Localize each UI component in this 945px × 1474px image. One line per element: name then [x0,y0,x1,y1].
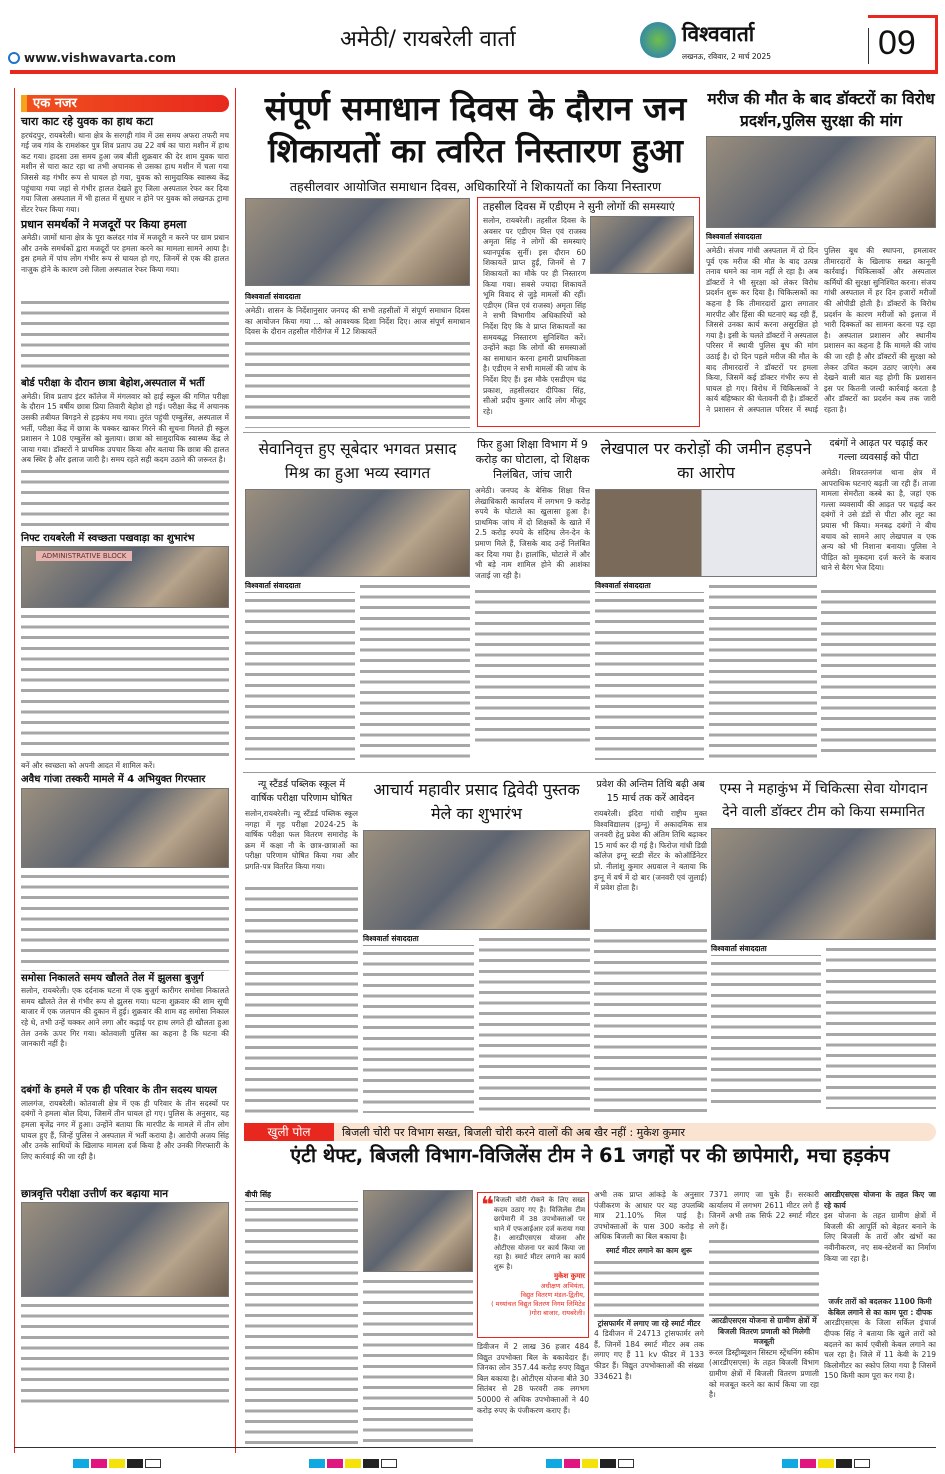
byline: बीपी सिंह [245,1190,358,1202]
lead-body-text: अमेठी। शासन के निर्देशानुसार जनपद की सभी तहसीलों में संपूर्ण समाधान दिवस का आयोजन किया गया ... को आवश्यक दिशा निर्देश दिए। आज संपूर्ण समाधान दिवस के दौरान तहसील गौरीगंज में 12 शिकायतें [245,306,470,337]
pustak-body [363,948,474,1113]
lekhpal-headline: लेखपाल पर करोड़ों की जमीन हड़पने का आरोप [600,439,812,482]
story-body: लालगंज, रायबरेली। कोतवाली क्षेत्र में एक ही परिवार के तीन सदस्यों पर दबंगों ने हमला बोल दिया, जिसमें तीन घायल हो गए। पुलिस के अनुसार, यह हमला बृजेंद्र नगर में हुआ। उन्होंने बताया कि मारपीट के मामले में तीन लोग घायल हुए हैं, जिन्हें पुलिस ने अस्पताल में भर्ती कराया है। आरोपी अजय सिंह और उनके साथियों के खिलाफ मामला दर्ज किया है और उनकी गिरफ्तारी के लिए कार्रवाई की जा रही है। [21,1098,229,1161]
byline: विश्ववार्ता संवाददाता [595,581,704,593]
section-title: अमेठी/ रायबरेली वार्ता [340,27,516,52]
byline: विश्ववार्ता संवाददाता [363,934,474,946]
bottom-subhead: स्मार्ट मीटर लगाने का काम शुरू [606,1246,692,1255]
bottom-body: अभी तक प्राप्त आंकड़े के अनुसार पंजीकरण के आधार पर यह उपलब्धि मात्र 21.10% मिल पाई है। उपभोक्ताओं के पास 300 करोड़ से अधिक बिजली का बिल बकाया है। [594,1190,704,1242]
page-number: 09 [878,24,916,62]
pustak-story [363,778,590,1118]
bottom-body: 7371 लगाए जा चुके हैं। सरकारी कार्यालय में लगभग 2611 मीटर लगे हैं जिनमें अभी तक सिर्फ 22 स्मार्ट मीटर लगे हैं। [709,1190,819,1231]
shiksha-story [475,437,590,767]
header-rule [10,70,938,74]
quote-attr-org: ( मध्यांचल विद्युत वितरण निगम लिमिटेड )गोरा बाजार, रायबरेली। [491,1300,585,1317]
story-headline: प्रधान समर्थकों ने मजदूरों पर किया हमला [21,217,187,231]
quote-box [477,1192,589,1338]
quote-attr-title: अधीक्षण अभियंता, [540,1282,585,1290]
byline: विश्ववार्ता संवाददाता [245,581,355,593]
doctors-headline: मरीज की मौत के बाद डॉक्टरों का विरोध प्रदर्शन,पुलिस सुरक्षा की मांग [707,90,935,130]
khuli-pol-bar [244,1123,936,1141]
brand-logo-icon [640,22,676,58]
bottom-col3 [477,1192,589,1447]
story-body: सलोन, रायबरेली। एक दर्दनाक घटना में एक बुजुर्ग कारीगर समोसा निकालते समय खौलते तेल से गंभीर रूप से झुलस गया। घटना शुक्रवार की शाम सूची बाजार में एक जलपान की दुकान में हुई। शुक्रवार की शाम वह समोसा निकाल रहे थे, तभी उन्हें चक्कर आने लगा और कढ़ाई पर हाथ लगते ही खौलता हुआ तेल उनके ऊपर गिर गया। कोतवाली पुलिस का कहना है कि घटना की जानकारी नहीं है। [21,986,229,1049]
divider [243,772,936,773]
aiims-body [711,958,821,1108]
story-body [21,1300,229,1410]
shiksha-body: अमेठी। जनपद के बेसिक शिक्षा वित्त लेखाधिकारी कार्यालय में लगभग 9 करोड़ रुपये के घोटाले का खुलासा हुआ है। प्राथमिक जांच में दो शिक्षकों के खाते में 2.5 करोड़ रुपये के संदिग्ध लेन-देन के प्रमाण मिले हैं, जिसके बाद उन्हें निलंबित कर दिया गया है। हालांकि, घोटाले में और भी बड़े नाम शामिल होने की आशंका जताई जा रही है। [475,486,590,580]
kicker: बिजली चोरी पर विभाग सख्त, बिजली चोरी करने वालों की अब खैर नहीं : मुकेश कुमार [342,1126,686,1139]
dabang-body-continued [821,586,936,756]
school-story [245,778,358,1118]
bottom-body: इस योजना के तहत ग्रामीण क्षेत्रों में बिजली की आपूर्ति को बेहतर बनाने के लिए बिजली के तारों और खंभों का नवीनीकरण, नए सब-स्टेशनों का निर्माण किया जा रहा है। [824,1211,936,1263]
subedar-body [245,595,355,760]
cmyk-swatch [546,1453,636,1465]
story-body-end: बनें और स्वच्छता को अपनी आदत में शामिल करें। [21,761,156,771]
school-body-continued [245,883,358,1113]
aiims-story [711,778,936,1118]
lekhpal-body [595,595,704,760]
quote-attr-name: मुकेश कुमार [554,1272,585,1280]
story-body-continued [21,297,229,375]
cmyk-swatch [782,1453,872,1465]
website-link[interactable]: www.vishwavarta.com [24,51,176,65]
story-photo [21,1202,229,1297]
byline: विश्ववार्ता संवाददाता [711,944,821,956]
subedar-story [245,437,470,767]
adm-box [477,197,700,427]
bottom-col2 [363,1190,473,1445]
pravesh-story [594,778,707,1118]
dabang-body: अमेठी। शिवरतनगंज थाना क्षेत्र में आपराधिक घटनाएं बढ़ती जा रही हैं। ताजा मामला सेमरौता कस्बे का है, जहां एक गल्ला व्यवसायी की आढ़त पर चढ़ाई कर दबंगों ने उसे डंडों से पीटा और लूट का प्रयास भी किया। मनबढ़ दबंगों ने बीच बचाव को सामने आए लेखपाल व एक अन्य को भी निशाना बनाया। पुलिस ने पीड़ित को मुकदमा दर्ज करने के बजाय थाने से बैरंग भेज दिया। [821,468,936,573]
quote-icon: ❝ [481,1193,494,1218]
byline: विश्ववार्ता संवाददाता [706,232,816,244]
cmyk-swatch [73,1453,163,1465]
story-headline: अवैध गांजा तस्करी मामले में 4 अभियुक्त गिरफ्तार [21,774,206,786]
story-headline: चारा काट रहे युवक का हाथ कटा [21,115,154,128]
bottom-body: डिवीजन में 2 लाख 36 हजार 484 विद्युत उपभोक्ता बिल के बकायेदार हैं। जिनका लोन 357.44 करोड़ रुपए विद्युत बिल बकाया है। ओटीएस योजना बीते 30 सितंबर से 28 फरवरी तक लगभग 50000 से अधिक उपभोक्ताओं ने 40 करोड़ रुपए के पंजीकरण कराए हैं। [477,1342,589,1415]
bottom-body [594,1257,704,1319]
school-headline: न्यू स्टैंडर्ड पब्लिक स्कूल में वार्षिक परीक्षा परिणाम घोषित [250,779,353,804]
quote-attr-dept: विद्युत वितरण मंडल-द्वितीय, [520,1291,585,1299]
bottom-subhead: आरडीएसएस योजना के तहत किए जा रहे कार्य [824,1190,936,1210]
pravesh-headline: प्रवेश की अन्तिम तिथि बढ़ी अब 15 मार्च तक करें आवेदन [596,779,705,804]
shiksha-body-continued [475,586,590,746]
lekhpal-story [595,437,817,767]
dabang-headline: दबंगों ने आढ़त पर चढ़ाई कर गल्ला व्यवसाई को पीटा [829,438,928,463]
story-body: अमेठी। शिव प्रताप इंटर कॉलेज में मंगलवार को हाई स्कूल की गणित परीक्षा के दौरान 15 वर्षीय छात्रा प्रिया तिवारी बेहोश हो गई। परीक्षा केंद्र में अचानक उसकी तबीयत बिगड़ने से हड़कंप मच गया। तुरंत पहुंची एम्बुलेंस, अस्पताल में भर्ती, परीक्षा केंद्र में छात्रा के चक्कर खाकर गिरने की सूचना मिलते ही स्कूल प्रशासन ने 108 एम्बुलेंस को बुलाया। छात्रा को सामुदायिक स्वास्थ्य केंद्र ले जाया गया। डॉक्टरों ने प्राथमिक उपचार किया और बताया कि छात्रा की हालत अब स्थिर है और इलाज जारी है। समय रहते सही कदम उठाने की जरूरत है। [21,391,229,465]
right-column-top [706,88,936,428]
aiims-photo [711,828,936,940]
pustak-photo [363,830,590,930]
khuli-pol-tag: खुली पोल [244,1123,334,1141]
story-body [21,611,229,761]
bottom-subhead: जर्जर तारों को बदलकर 1100 किमी केबिल लगाने से का काम पूरा : दीपक [828,1297,932,1317]
cmyk-swatch [309,1453,399,1465]
pravesh-body-continued [594,925,707,1115]
bottom-rule [14,1447,936,1448]
masthead [0,0,945,75]
lead-body [245,292,470,427]
story-photo [21,546,229,608]
subedar-photo [245,489,470,577]
quote-text: बिजली चोरी रोकने के लिए सख्त कदम उठाए गए हैं। विजिलेंस टीम छापेमारी में 38 उपभोक्ताओं पर थाने में एफआईआर दर्ज कराया गया है। आरडीएसएस योजना और ओटीएस योजना पर कार्य किया जा रहा है। स्मार्ट मीटर लगाने का कार्य शुरू है। [493,1196,585,1271]
lekhpal-photo [595,489,817,577]
bottom-col5 [709,1190,819,1445]
bottom-headline: एंटी थेफ्ट, बिजली विभाग-विजिलेंस टीम ने 61 जगहों पर की छापेमारी, मचा हड़कंप [290,1144,890,1167]
story-headline: दबंगों के हमले में एक ही परिवार के तीन सदस्य घायल [21,1085,217,1097]
story-body: हरचंदपुर, रायबरेली। थाना क्षेत्र के सरगही गांव में उस समय अफरा तफरी मच गई जब गांव के रामशंकर पुत्र शिव प्रताप उम्र 22 वर्ष का चारा मशीन में हाथ कट गया। हादसा उस समय हुआ जब बीती शुक्रवार की देर शाम युवक चारा मशीन से चारा काट रहा था तभी अचानक से उसका हाथ मशीन में चला गया जिससे वह गंभीर रूप से घायल हो गया, युवक को सामुदायिक स्वास्थ्य केंद्र पहुंचाया गया जहां से गंभीर हालत देखते हुए जिला अस्पताल रेफर कर दिया गया जिला अस्पताल में भी हालत में सुधार न होने पर युवक को लखनऊ ट्रामा सेंटर रेफर किया गया। [21,130,229,214]
shiksha-headline: फिर हुआ शिक्षा विभाग में 9 करोड़ का घोटाला, दो शिक्षक निलंबित, जांच जारी [475,438,590,481]
adm-body: सलोन, रायबरेली। तहसील दिवस के अवसर पर एडीएम वित्त एवं राजस्व अमृता सिंह ने लोगों की समस्याएं ध्यानपूर्वक सुनीं। इस दौरान 60 शिकायतें प्राप्त हुईं, जिनमें से 7 शिकायतों का मौके पर ही निस्तारण किया गया। सबसे ज्यादा शिकायतें भूमि विवाद से जुड़े मामलों की रहीं। एडीएम (वित्त एवं राजस्व) अमृता सिंह ने सभी विभागीय अधिकारियों को निर्देश दिए कि वे प्राप्त शिकायतों का समयबद्ध निस्तारण सुनिश्चित करें। उन्होंने कहा कि लोगों की समस्याओं का समाधान करना हमारी प्राथमिकता है। एडीएम ने सभी मामलों की जांच के निर्देश दिए हैं। इस मौके एसडीएम चंद्र प्रकाश, तहसीलदार दीपिका सिंह, सीओ प्रदीप कुमार आदि लोग मौजूद रहे। [483,216,586,416]
bottom-subhead: ट्रांसफार्मर में लगाए जा रहे स्मार्ट मीटर [597,1318,701,1328]
adm-headline: तहसील दिवस में एडीएम ने सुनी लोगों की समस्याएं [483,201,675,213]
lead-photo [245,198,470,286]
dabang-story [821,437,936,767]
story-headline: छात्रवृत्ति परीक्षा उत्तीर्ण कर बढ़ाया मान [21,1187,169,1200]
bottom-body [363,1276,473,1444]
lead-headline: संपूर्ण समाधान दिवस के दौरान जन शिकायतों का त्वरित निस्तारण हुआ [264,89,687,170]
story-body-continued [21,466,229,530]
brand-name: विश्ववार्ता [682,22,755,46]
pustak-body-col2 [479,934,590,1114]
bottom-col1 [245,1190,358,1445]
pravesh-body: रायबरेली। इंदिरा गांधी राष्ट्रीय मुक्त विश्वविद्यालय (इग्नू) में अकादमिक सत्र जनवरी हेतु प्रवेश की अंतिम तिथि बढ़ाकर 15 मार्च कर दी गई है। फिरोज गांधी डिग्री कॉलेज इग्नू स्टडी सेंटर के कोऑर्डिनेटर प्रो. नीलांशु कुमार अग्रवाल ने बताया कि इग्नू में वर्ष में दो बार (जनवरी एवं जुलाई) में प्रवेश होता है। [594,809,707,893]
aiims-body-col2 [826,944,936,1109]
doctors-body: अमेठी। संजय गांधी अस्पताल में दो दिन पूर्व एक मरीज की मौत के बाद उत्पन्न तनाव थमने का नाम नहीं ले रहा है। अब डॉक्टरों ने भी सुरक्षा को लेकर विरोध प्रदर्शन शुरू कर दिया है। चिकित्सकों का कहना है कि तीमारदारों द्वारा लगातार मारपीट और हिंसा की घटनाएं बढ़ रही हैं, जिससे उनका कार्य करना असुरक्षित हो गया है। इसी के चलते डॉक्टरों ने अस्पताल परिसर में स्थायी पुलिस बूथ की मांग उठाई है। दो दिन पहले मरीज की मौत के बाद तीमारदारों ने डॉक्टरों पर हमला किया, जिसमें कई डॉक्टर गंभीर रूप से घायल हो गए। विरोध में चिकित्सकों ने कार्य बहिष्कार की चेतावनी दी है। डॉक्टरों ने प्रशासन से अस्पताल परिसर में स्थाई पुलिस बूथ की स्थापना, हमलावर तीमारदारों के खिलाफ सख्त कानूनी कार्रवाई। चिकित्सकों और अस्पताल कर्मियों की सुरक्षा सुनिश्चित करना। संजय गांधी अस्पताल में हर दिन हजारों मरीजों की ओपीडी होती है। डॉक्टरों के विरोध प्रदर्शन के कारण मरीजों को इलाज में भारी दिक्कतों का सामना करना पड़ रहा है। अस्पताल प्रशासन और स्थानीय प्रशासन का कहना है कि मामले की जांच की जा रही है और डॉक्टरों की सुरक्षा को लेकर उचित कदम उठाए जाएंगे। अब देखने वाली बात यह होगी कि प्रशासन इस पर कितनी जल्दी कार्रवाई करता है और डॉक्टरों का प्रदर्शन कब तक जारी रहता है। [706,246,936,414]
aiims-headline: एम्स ने महाकुंभ में चिकित्सा सेवा योगदान देने वाली डॉक्टर टीम को किया सम्मानित [719,781,928,820]
story-photo [21,788,229,868]
pustak-headline: आचार्य महावीर प्रसाद द्विवेदी पुस्तक मेले का शुभारंभ [373,780,580,823]
story-body: अमेठी। जामों थाना क्षेत्र के पूरा कलंदर गांव में मजदूरी न करने पर ग्राम प्रधान और उनके समर्थकों द्वारा मजदूरों पर हमला करने का मामला सामने आया है। इस हमले में पांच लोग गंभीर रूप से घायल हो गए, जिनमें से एक की हालत नाजुक होने के कारण उसे जिला अस्पताल रेफर किया गया। [21,233,229,275]
bottom-col4 [594,1190,704,1445]
lead-subhead: तहसीलवार आयोजित समाधान दिवस, अधिकारियों ने शिकायतों का किया निस्तारण [289,179,662,194]
divider [243,432,936,433]
bottom-subhead: आरडीएसएस योजना से ग्रामीण क्षेत्रों में बिजली वितरण प्रणाली को मिलेगी मजबूती [711,1316,817,1347]
bottom-body [245,1204,358,1444]
story-headline: निफ्ट रायबरेली में स्वच्छता पखवाड़ा का शुभारंभ [21,532,195,544]
bottom-col6 [824,1190,936,1445]
left-column [14,88,236,1453]
bottom-body: आरडीएसएस के जिला सर्किल इंचार्ज दीपक सिंह ने बताया कि खुले तारों को बदलने का कार्य एबीसी केबल लगाने का चल रहा है। जिले में 11 केवी के 219 किलोमीटर का स्कोप लिया गया है जिसमें 150 किमी काम पूरा कर गया है। [824,1318,936,1381]
lead-body-continued [245,338,470,428]
page-number-box [868,15,938,71]
story-body [21,871,229,971]
story-headline: बोर्ड परीक्षा के दौरान छात्रा बेहोश,अस्पताल में भर्ती [21,378,205,390]
bottom-body: रूरल डिस्ट्रीब्यूशन सिस्टम स्ट्रेंथनिंग स्कीम (आरडीएसएस) के तहत बिजली विभाग ग्रामीण क्षेत्रों में बिजली वितरण प्रणाली को मजबूत करने का कार्य किया जा रहा है। [709,1347,819,1400]
lekhpal-body-col2 [709,581,818,761]
doctors-photo [706,136,936,228]
globe-icon [8,52,20,64]
photo-sign-text: ADMINISTRATIVE BLOCK [36,551,132,561]
color-registration-marks [0,1453,945,1465]
dateline: लखनऊ, रविवार, 2 मार्च 2025 [682,52,771,61]
subedar-headline: सेवानिवृत्त हुए सूबेदार भगवत प्रसाद मिश्र का हुआ भव्य स्वागत [258,440,457,482]
officer-photo [363,1190,473,1272]
adm-photo [590,216,694,274]
bottom-body [709,1236,819,1316]
story-headline: समोसा निकालते समय खौलते तेल में झुलसा बुजुर्ग [21,972,204,984]
byline: विश्ववार्ता संवाददाता [245,292,470,304]
bottom-body: 4 डिवीजन में 24713 ट्रांसफार्मर लगे हैं, जिनमें 184 स्मार्ट मीटर अब तक लगाए गए हैं 11 kv फीडर में 133 फीडर हैं। विद्युत उपभोक्ताओं की संख्या 334621 है। [594,1329,704,1381]
ek-nazar-tag: एक नजर [21,95,229,112]
school-body: सलोन,रायबरेली। न्यू स्टैंडर्ड पब्लिक स्कूल नगहा में गृह परीक्षा 2024-25 के वार्षिक परीक्षा फल वितरण समारोह के क्रम में कक्षा नौ के छात्र-छात्राओं का परीक्षा परिणाम घोषित किया गया और प्रगति-पत्र वितरित किया गया। [245,809,358,871]
subedar-body-col2 [360,581,470,761]
